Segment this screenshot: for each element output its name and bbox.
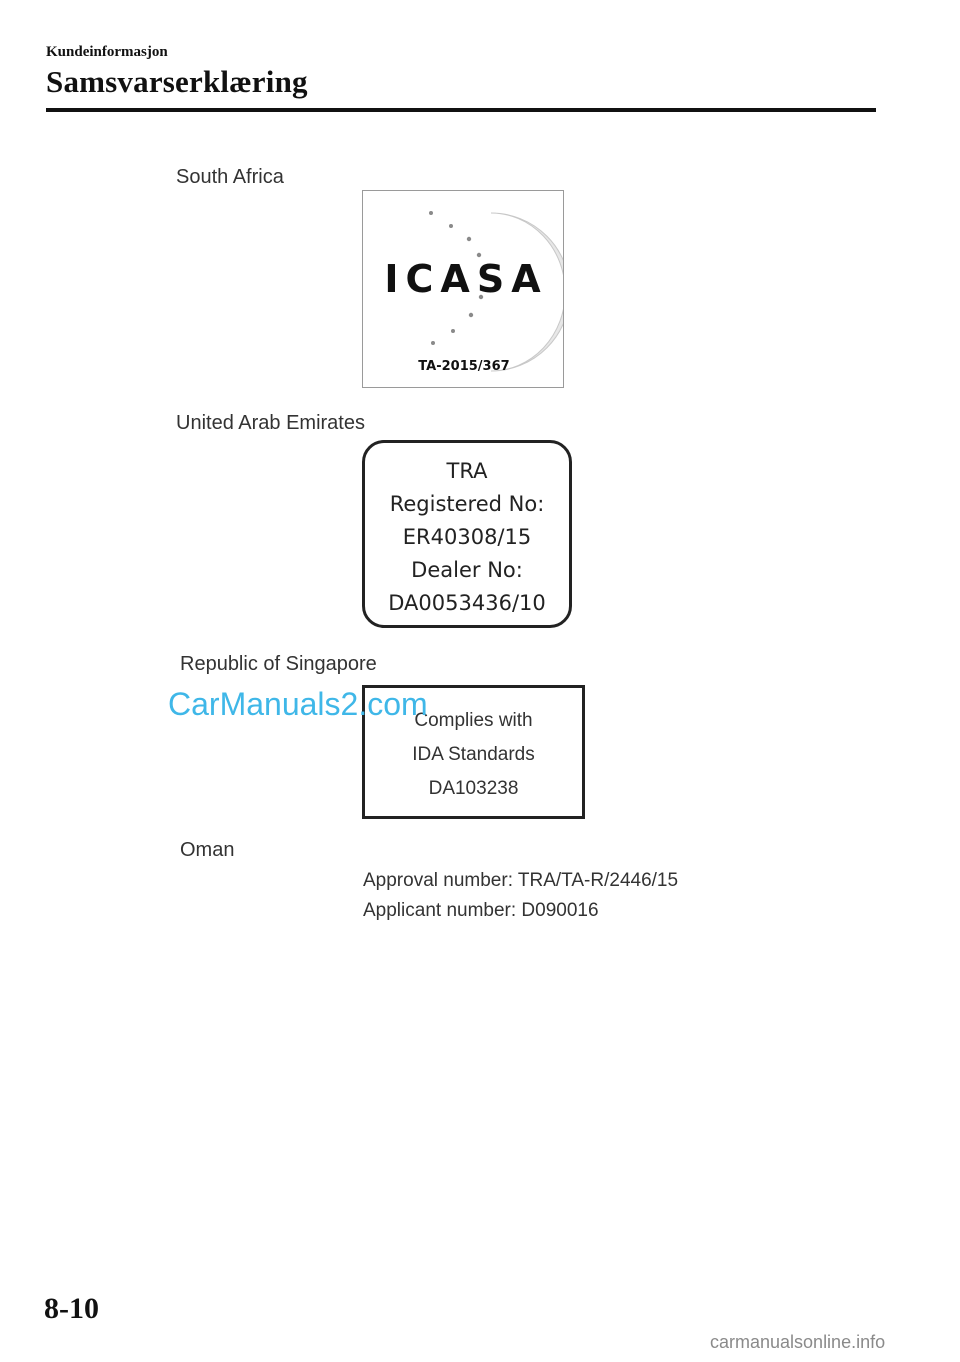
page-title: Samsvarserklæring bbox=[46, 64, 308, 99]
oman-applicant-number: Applicant number: D090016 bbox=[363, 900, 599, 921]
ida-line: Complies with bbox=[414, 710, 533, 731]
country-singapore: Republic of Singapore bbox=[180, 653, 377, 675]
country-oman: Oman bbox=[180, 839, 235, 861]
country-uae: United Arab Emirates bbox=[176, 412, 365, 434]
country-south-africa: South Africa bbox=[176, 166, 284, 188]
tra-line: DA0053436/10 bbox=[388, 591, 546, 615]
ida-line: IDA Standards bbox=[412, 744, 535, 765]
title-divider bbox=[46, 108, 876, 112]
icasa-approval-number: TA-2015/367 bbox=[418, 359, 510, 374]
footer-site-link[interactable]: carmanualsonline.info bbox=[710, 1332, 886, 1352]
tra-line: Dealer No: bbox=[411, 558, 523, 582]
page-number: 8-10 bbox=[44, 1292, 99, 1325]
ida-line: DA103238 bbox=[428, 778, 519, 799]
tra-line: Registered No: bbox=[389, 492, 545, 516]
tra-line: ER40308/15 bbox=[402, 525, 532, 549]
icasa-logo-text: ICASA bbox=[384, 257, 548, 301]
tra-label bbox=[362, 440, 572, 628]
tra-line: TRA bbox=[446, 459, 488, 483]
icasa-label bbox=[362, 190, 564, 388]
section-label: Kundeinformasjon bbox=[46, 44, 168, 60]
oman-approval-number: Approval number: TRA/TA-R/2446/15 bbox=[363, 870, 679, 891]
watermark-link[interactable]: CarManuals2.com bbox=[168, 686, 428, 722]
